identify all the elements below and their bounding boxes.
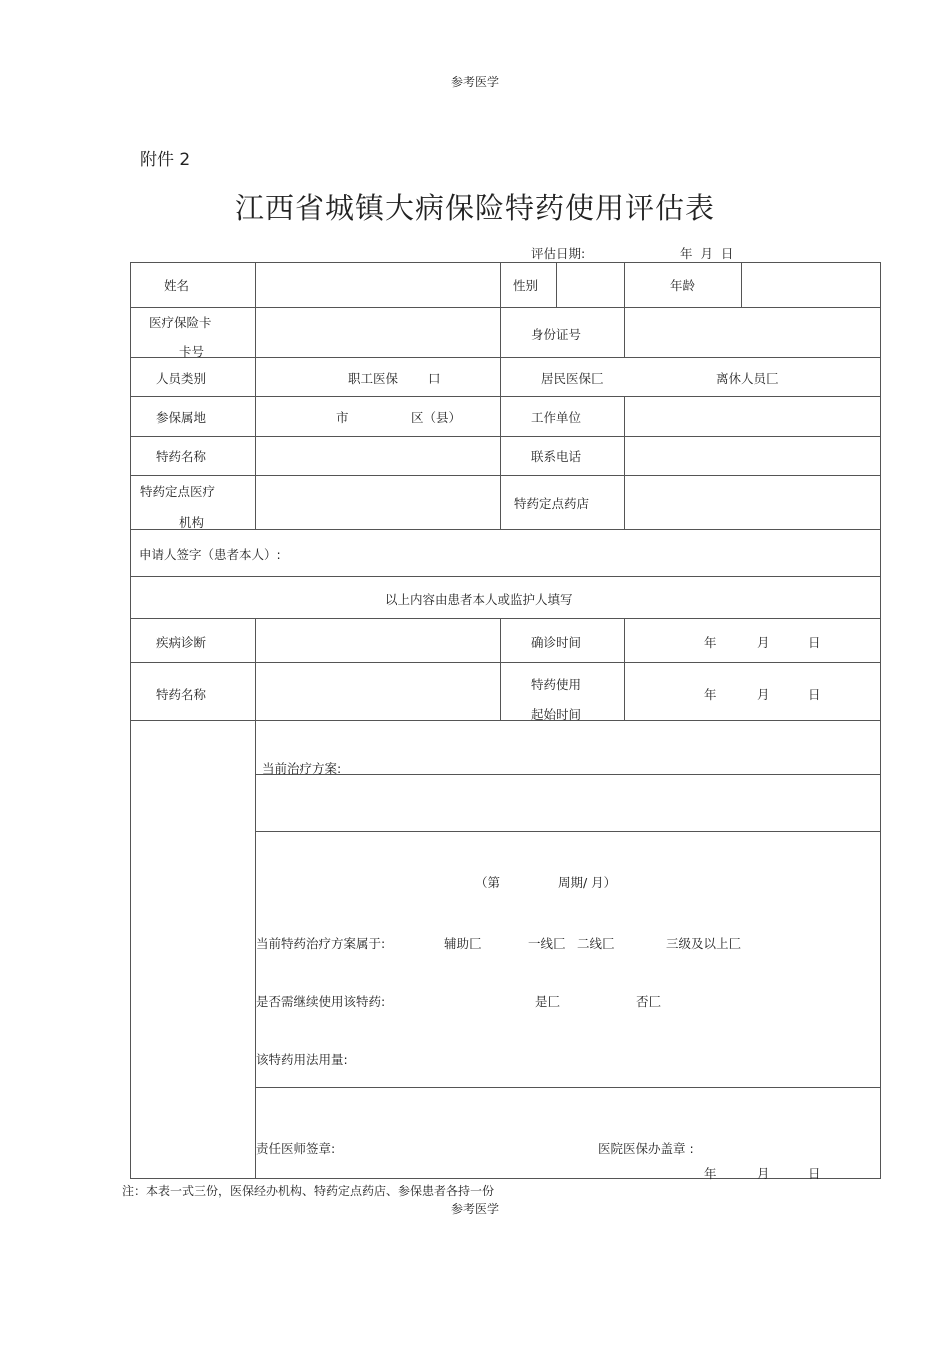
checkbox-employee-insurance[interactable]: 口 xyxy=(428,371,441,386)
rule xyxy=(880,262,881,1179)
rule xyxy=(255,618,256,1179)
date-year: 年 xyxy=(704,687,717,702)
date-day: 日 xyxy=(808,687,821,702)
date-year: 年 xyxy=(704,1166,717,1181)
rule xyxy=(624,262,625,358)
label-drug-name-2: 特药名称 xyxy=(156,687,207,702)
rule xyxy=(130,662,881,663)
date-day: 日 xyxy=(808,635,821,650)
rule xyxy=(624,396,625,530)
label-plan-belongs: 当前特药治疗方案属于: xyxy=(256,936,386,951)
date-year: 年 xyxy=(704,635,717,650)
option-second-line[interactable]: 二线匚 xyxy=(577,936,615,951)
label-current-plan: 当前治疗方案: xyxy=(262,761,342,776)
date-month: 月 xyxy=(757,635,770,650)
label-card-line1: 医疗保险卡 xyxy=(149,315,212,330)
label-phone: 联系电话 xyxy=(531,449,582,464)
rule xyxy=(255,262,256,530)
label-dosage: 该特药用法用量: xyxy=(256,1052,348,1067)
label-start-line2: 起始时间 xyxy=(531,707,582,722)
rule xyxy=(255,774,881,775)
label-gender: 性别 xyxy=(513,278,539,293)
rule xyxy=(500,618,501,721)
rule xyxy=(130,618,881,619)
label-person-type: 人员类别 xyxy=(156,371,207,386)
option-resident-insurance[interactable]: 居民医保匚 xyxy=(541,371,604,386)
label-hospital-line1: 特药定点医疗 xyxy=(140,484,216,499)
label-continue-question: 是否需继续使用该特药: xyxy=(256,994,386,1009)
option-auxiliary[interactable]: 辅助匚 xyxy=(444,936,482,951)
label-insured-place: 参保属地 xyxy=(156,410,207,425)
eval-date-label: 评估日期: xyxy=(531,246,586,261)
rule xyxy=(624,618,625,721)
label-diagnosis: 疾病诊断 xyxy=(156,635,207,650)
label-employer: 工作单位 xyxy=(531,410,582,425)
label-start-line1: 特药使用 xyxy=(531,677,582,692)
label-district: 区（县） xyxy=(411,410,462,425)
label-hospital-line2: 机构 xyxy=(179,515,205,530)
rule xyxy=(130,357,881,358)
option-yes[interactable]: 是匚 xyxy=(535,994,561,1009)
label-doctor-signature: 责任医师签章: xyxy=(256,1141,336,1156)
label-office-seal: 医院医保办盖章 : xyxy=(598,1141,694,1156)
rule xyxy=(255,1087,881,1088)
cycle-open: （第 xyxy=(475,875,501,890)
rule xyxy=(500,262,501,530)
rule xyxy=(130,576,881,577)
rule xyxy=(130,720,881,721)
rule xyxy=(130,262,131,1179)
rule xyxy=(130,529,881,530)
attachment-label: 附件 2 xyxy=(140,150,191,170)
rule xyxy=(556,262,557,308)
date-month: 月 xyxy=(757,1166,770,1181)
footnote: 注：本表一式三份，医保经办机构、特药定点药店、参保患者各持一份 xyxy=(122,1184,495,1198)
form-title: 江西省城镇大病保险特药使用评估表 xyxy=(234,191,715,225)
label-pharmacy: 特药定点药店 xyxy=(514,496,590,511)
label-diagnosis-time: 确诊时间 xyxy=(531,635,582,650)
rule xyxy=(255,831,881,832)
cycle-close: 周期/ 月） xyxy=(558,875,617,890)
rule xyxy=(741,262,742,308)
page-header: 参考医学 xyxy=(450,75,499,89)
label-id-number: 身份证号 xyxy=(531,327,582,342)
option-first-line[interactable]: 一线匚 xyxy=(528,936,566,951)
label-card-line2: 卡号 xyxy=(179,344,205,359)
eval-date-value: 年 月 日 xyxy=(680,246,734,261)
label-name: 姓名 xyxy=(164,278,190,293)
option-retired-staff[interactable]: 离休人员匚 xyxy=(716,371,779,386)
rule xyxy=(130,307,881,308)
option-third-line[interactable]: 三级及以上匚 xyxy=(666,936,742,951)
rule xyxy=(130,396,881,397)
rule xyxy=(130,475,881,476)
label-drug-name: 特药名称 xyxy=(156,449,207,464)
rule xyxy=(130,436,881,437)
page-footer: 参考医学 xyxy=(450,1202,499,1216)
label-age: 年龄 xyxy=(670,278,696,293)
filled-by-note: 以上内容由患者本人或监护人填写 xyxy=(385,592,573,607)
date-month: 月 xyxy=(757,687,770,702)
label-applicant-signature: 申请人签字（患者本人）: xyxy=(139,547,281,562)
date-day: 日 xyxy=(808,1166,821,1181)
label-city: 市 xyxy=(336,410,349,425)
option-no[interactable]: 否匚 xyxy=(636,994,662,1009)
rule xyxy=(130,262,881,263)
option-employee-insurance: 职工医保 xyxy=(348,371,399,386)
